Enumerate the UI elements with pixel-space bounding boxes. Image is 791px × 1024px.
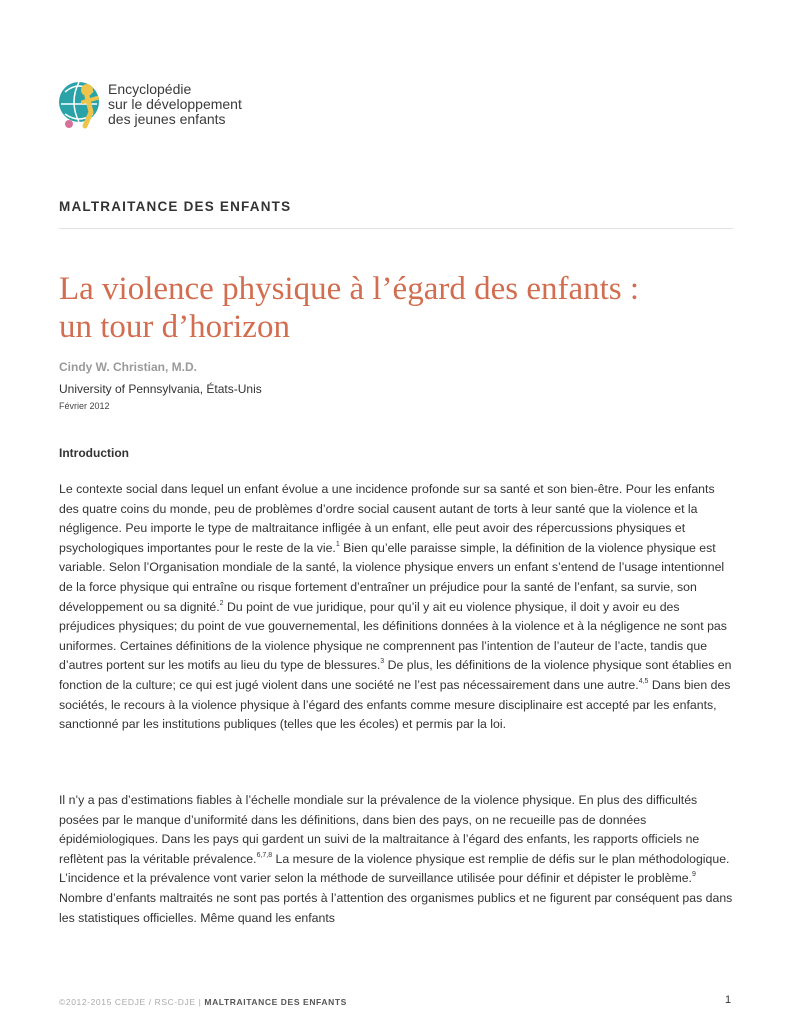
title-line-2: un tour d’horizon	[59, 309, 290, 345]
title-line-1: La violence physique à l’égard des enfants :	[59, 271, 640, 307]
paragraph-2	[59, 791, 734, 928]
author-name: Cindy W. Christian, M.D.	[59, 360, 198, 374]
footer-copyright: ©2012-2015 CEDJE / RSC-DJE |	[59, 997, 205, 1007]
intro-heading: Introduction	[59, 446, 129, 460]
divider	[59, 228, 733, 229]
paragraph-text: Nombre d’enfants maltraités ne sont pas portés à l’attention des organismes publics et ne figurent par conséquent pas dans les statistiques officielles. Même quand les enfants	[59, 890, 733, 925]
logo-line-2: sur le développement	[108, 95, 242, 112]
logo-line-3: des jeunes enfants	[108, 110, 226, 127]
citation-ref: 9	[691, 871, 696, 879]
affiliation: University of Pennsylvania, États-Unis	[59, 382, 262, 396]
section-label: MALTRAITANCE DES ENFANTS	[59, 199, 292, 214]
paragraph-text: De plus, les définitions de la violence physique sont établies en fonction de la culture; ce qui est jugé violent dans une société ne l’est pas nécessairement dans une autre.	[59, 658, 732, 692]
citation-ref: 6,7,8	[256, 851, 273, 859]
citation-ref: 2	[219, 599, 224, 607]
logo-line-1: Encyclopédie	[108, 80, 192, 97]
paragraph-text: Le contexte social dans lequel un enfant évolue a une incidence profonde sur sa santé et son bien-être. Pour les enfants des quatre coins du monde, peu de problèmes d’ordre social causent autant de torts à leur santé que la violence et la négligence. Peu importe le type de maltraitance infligée à un enfant, elle peut avoir des répercussions physiques et psychologiques importantes pour le reste de la vie.	[59, 482, 715, 555]
page-number: 1	[725, 994, 732, 1006]
citation-ref: 3	[380, 658, 385, 666]
encyclopedia-logo	[57, 76, 242, 132]
paragraph-text: La mesure de la violence physique est remplie de défis sur le plan méthodologique. L’incidence et la prévalence vont varier selon la méthode de surveillance utilisée pour définir et dépister le problème.	[59, 851, 730, 886]
paragraph-text: Dans bien des sociétés, le recours à la violence physique à l’égard des enfants comme mesure disciplinaire est accepté par les enfants, sanctionné par les institutions publiques (telles que les écoles) et permis par la loi.	[59, 677, 731, 732]
page-title	[59, 270, 739, 346]
footer-section: MALTRAITANCE DES ENFANTS	[204, 997, 347, 1007]
citation-ref: 4,5	[638, 677, 649, 685]
paragraph-text: Du point de vue juridique, pour qu’il y ait eu violence physique, il doit y avoir eu des préjudices physiques; du point de vue gouvernemental, les définitions données à la violence et à la négligence ne sont pas uniformes. Certaines définitions de la violence physique ne comprennent pas l’intention de l’auteur de l’acte, tandis que d’autres portent sur les motifs au lieu du type de blessures.	[59, 599, 727, 673]
publication-date: Février 2012	[59, 401, 110, 411]
citation-ref: 1	[335, 540, 340, 548]
paragraph-text: Il n’y a pas d’estimations fiables à l’échelle mondiale sur la prévalence de la violence physique. En plus des difficultés posées par le manque d’uniformité dans les définitions, dans bien des pays, on ne recueille pas de données épidémiologiques. Dans les pays qui gardent un suivi de la maltraitance à l’égard des enfants, les rapports officiels ne reflètent pas la véritable prévalence.	[59, 793, 700, 866]
paragraph-text: Bien qu’elle paraisse simple, la définition de la violence physique est variable. Selon l’Organisation mondiale de la santé, la violence physique envers un enfant s’entend de l’usage intentionnel de la force physique qui entraîne ou risque fortement d’entraîner un préjudice pour la santé de l’enfant, sa survie, son développement ou sa dignité.	[59, 540, 725, 614]
footer	[59, 997, 347, 1007]
globe-child-icon	[57, 76, 105, 132]
paragraph-1	[59, 480, 734, 735]
